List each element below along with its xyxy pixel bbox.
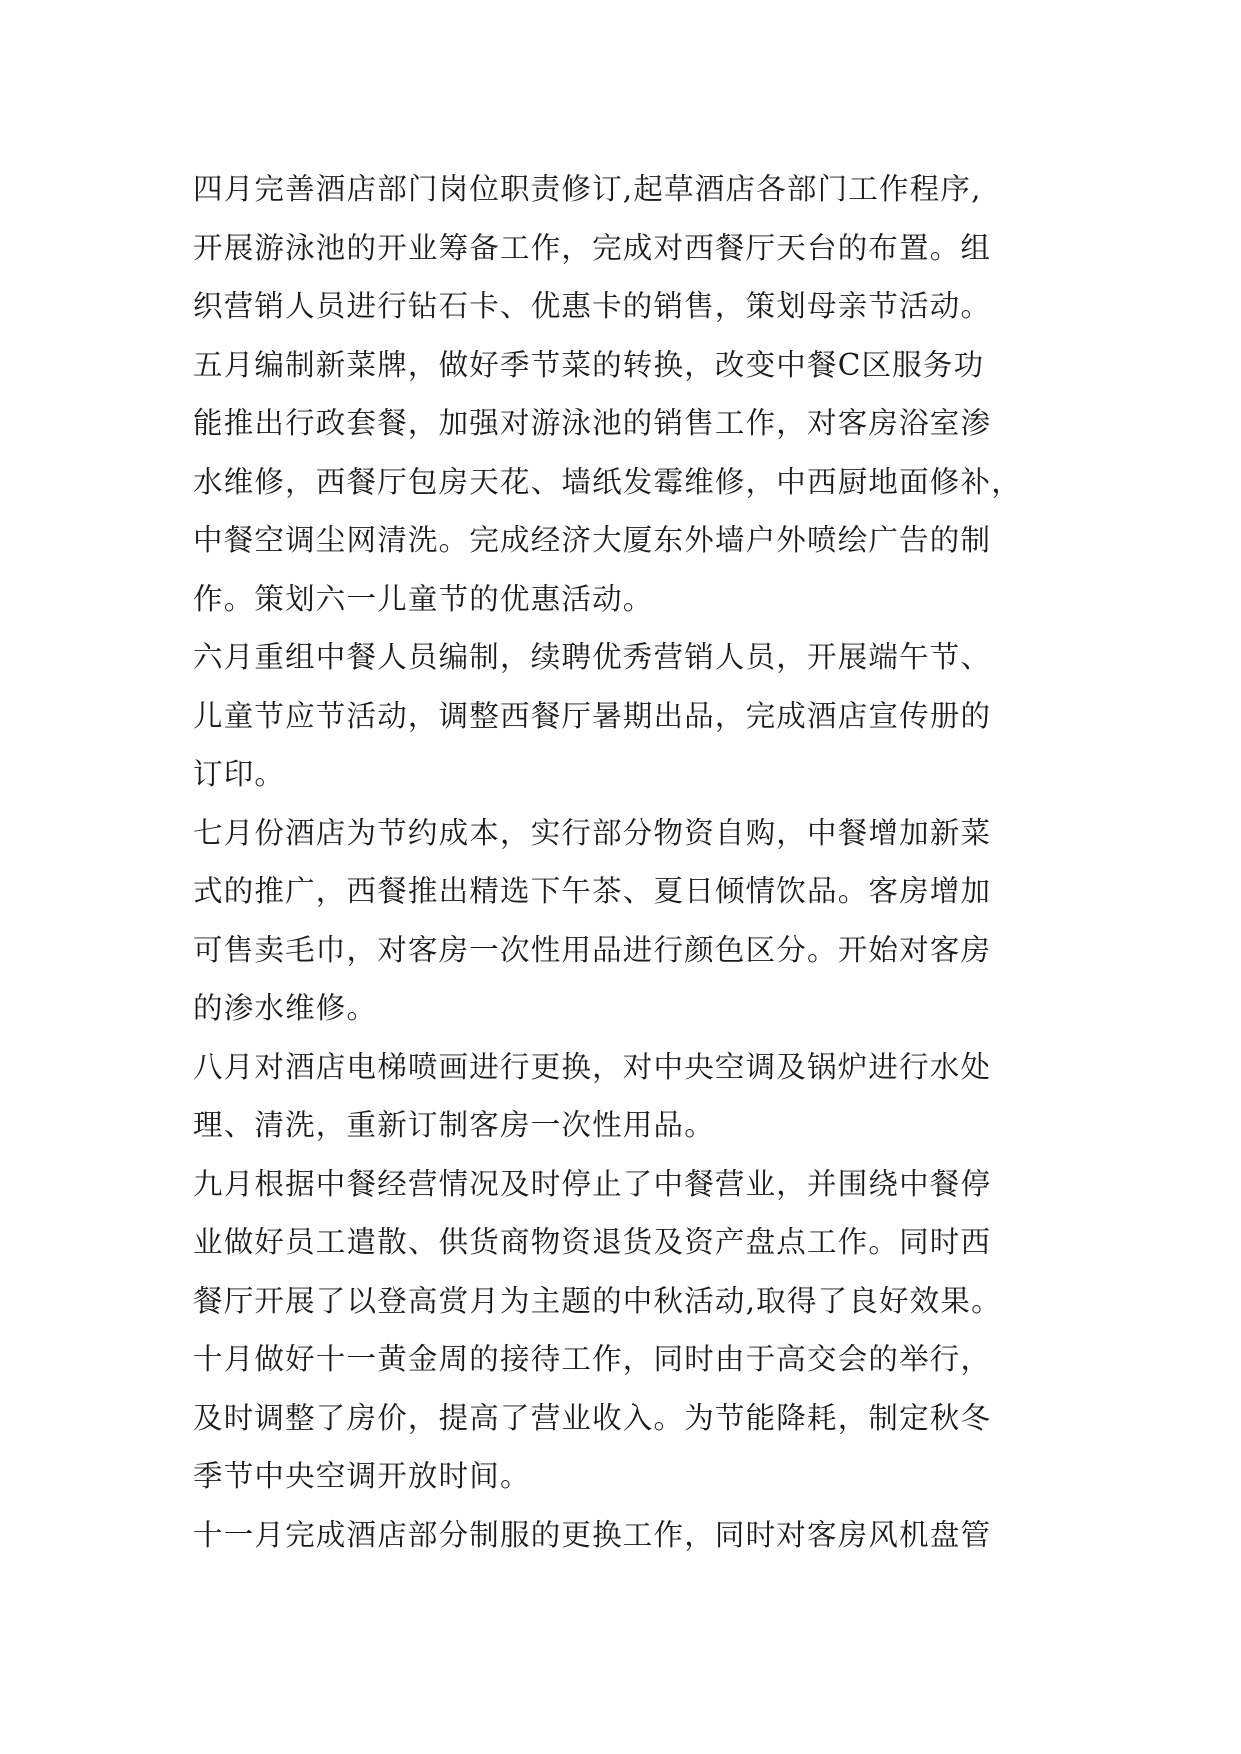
text-line: 及时调整了房价，提高了营业收入。为节能降耗，制定秋冬: [193, 1400, 992, 1435]
text-line: 儿童节应节活动，调整西餐厅暑期出品，完成酒店宣传册的: [193, 698, 992, 733]
text-line: 的渗水维修。: [193, 991, 378, 1025]
text-line: 开展游泳池的开业筹备工作，完成对西餐厅天台的布置。组: [193, 230, 992, 265]
text-line: 餐厅开展了以登高赏月为主题的中秋活动,取得了良好效果。: [193, 1283, 1002, 1318]
text-line: 九月根据中餐经营情况及时停止了中餐营业，并围绕中餐停: [193, 1166, 992, 1201]
text-line: 四月完善酒店部门岗位职责修订,起草酒店各部门工作程序,: [193, 172, 982, 206]
text-line: 作。策划六一儿童节的优惠活动。: [193, 581, 654, 616]
text-line: 式的推广，西餐推出精选下午茶、夏日倾情饮品。客房增加: [193, 874, 992, 908]
text-line: 理、清洗，重新订制客房一次性用品。: [193, 1108, 715, 1142]
text-line: 织营销人员进行钻石卡、优惠卡的销售，策划母亲节活动。: [193, 289, 992, 323]
text-line: 十月做好十一黄金周的接待工作，同时由于高交会的举行，: [193, 1342, 992, 1376]
text-line: 可售卖毛巾，对客房一次性用品进行颜色区分。开始对客房: [193, 932, 992, 967]
text-line: 五月编制新菜牌，做好季节菜的转换，改变中餐C区服务功: [193, 347, 985, 382]
body-text: [193, 160, 1093, 1564]
text-line: 八月对酒店电梯喷画进行更换，对中央空调及锅炉进行水处: [193, 1049, 992, 1084]
text-line: 季节中央空调开放时间。: [193, 1459, 531, 1493]
text-line: 十一月完成酒店部分制服的更换工作，同时对客房风机盘管: [193, 1517, 992, 1552]
text-line: 中餐空调尘网清洗。完成经济大厦东外墙户外喷绘广告的制: [193, 523, 992, 557]
text-line: 业做好员工遣散、供货商物资退货及资产盘点工作。同时西: [193, 1225, 992, 1259]
text-line: 订印。: [193, 757, 286, 791]
text-line: 水维修，西餐厅包房天花、墙纸发霉维修，中西厨地面修补，: [193, 464, 1022, 499]
text-line: 能推出行政套餐，加强对游泳池的销售工作，对客房浴室渗: [193, 406, 992, 440]
text-line: 六月重组中餐人员编制，续聘优秀营销人员，开展端午节、: [193, 640, 992, 674]
text-line: 七月份酒店为节约成本，实行部分物资自购，中餐增加新菜: [193, 815, 992, 850]
